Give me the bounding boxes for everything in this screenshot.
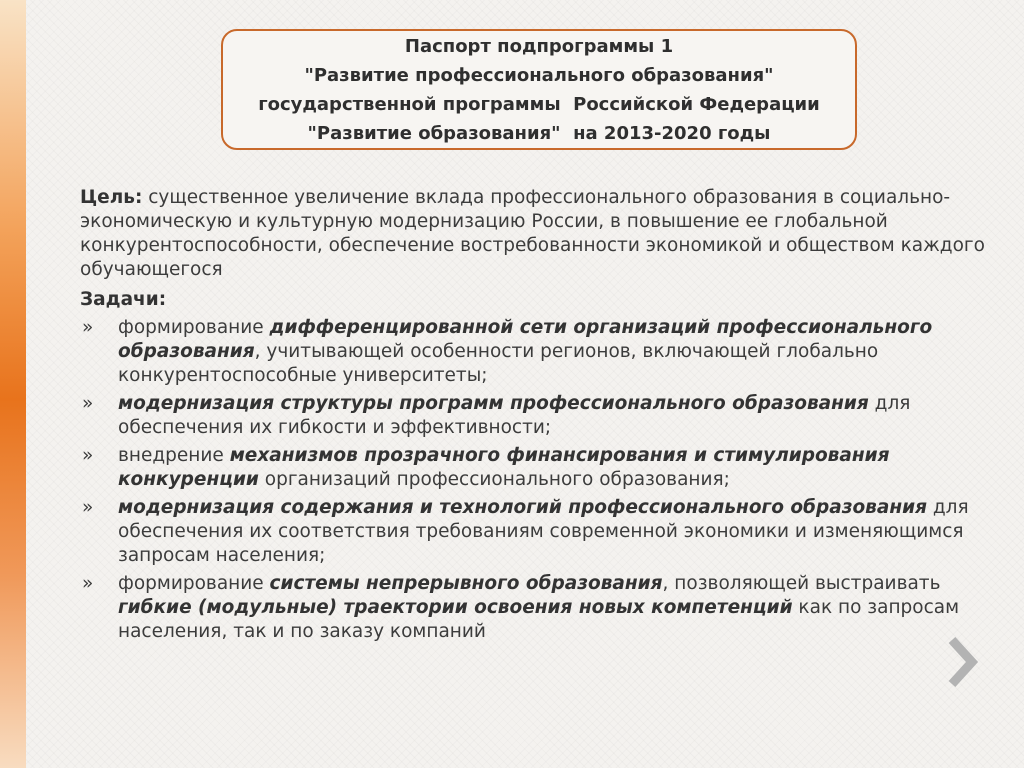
task-emphasis: дифференцированной сети организаций профессионального образования bbox=[118, 317, 933, 362]
task-emphasis: гибкие (модульные) траектории освоения новых компетенций bbox=[118, 597, 793, 618]
task-item bbox=[80, 496, 985, 568]
goal-label: Цель: bbox=[80, 187, 143, 208]
task-item bbox=[80, 392, 985, 440]
title-box bbox=[221, 29, 857, 150]
slide-content bbox=[80, 186, 985, 644]
title-line: Паспорт подпрограммы 1 bbox=[404, 35, 674, 57]
task-text: организаций профессионального образования; bbox=[258, 469, 730, 490]
bullet-icon: » bbox=[82, 445, 94, 466]
task-item bbox=[80, 316, 985, 388]
side-accent-bar bbox=[0, 0, 26, 768]
bullet-icon: » bbox=[82, 317, 94, 338]
goal-text: существенное увеличение вклада профессионального образования в социально- экономическую и культурную модернизацию России, в повышение ее глобальной конкурентоспособности, обеспечение востребованности экономикой и обществом каждого обучающегося bbox=[80, 187, 985, 280]
bullet-icon: » bbox=[82, 393, 94, 414]
task-emphasis: системы непрерывного образования bbox=[269, 573, 663, 594]
task-text: для обеспечения их гибкости и эффективности; bbox=[118, 393, 911, 438]
goal-paragraph bbox=[80, 186, 985, 282]
task-text: внедрение bbox=[118, 445, 230, 466]
task-text: для обеспечения их соответствия требованиям современной экономики и изменяющимся запросам населения; bbox=[118, 497, 969, 566]
chevron-right-icon bbox=[940, 634, 984, 690]
tasks-label: Задачи: bbox=[80, 289, 167, 310]
task-text: формирование bbox=[118, 573, 270, 594]
task-text: формирование bbox=[118, 317, 270, 338]
title-line: "Развитие образования" на 2013-2020 годы bbox=[307, 122, 771, 144]
task-emphasis: модернизация содержания и технологий профессионального образования bbox=[118, 497, 927, 518]
title-line: государственной программы Российской Федерации bbox=[258, 93, 820, 115]
task-text: , учитывающей особенности регионов, включающей глобально конкурентоспособные университеты; bbox=[118, 341, 879, 386]
bullet-icon: » bbox=[82, 573, 94, 594]
task-item bbox=[80, 444, 985, 492]
next-slide-button[interactable] bbox=[940, 634, 984, 690]
title-line: "Развитие профессионального образования" bbox=[304, 64, 774, 86]
bullet-icon: » bbox=[82, 497, 94, 518]
task-text: , позволяющей выстраивать bbox=[662, 573, 941, 594]
task-text: как по запросам населения, так и по заказу компаний bbox=[118, 597, 960, 642]
task-emphasis: модернизация структуры программ профессионального образования bbox=[118, 393, 869, 414]
task-emphasis: механизмов прозрачного финансирования и стимулирования конкуренции bbox=[118, 445, 890, 490]
task-item bbox=[80, 572, 985, 644]
